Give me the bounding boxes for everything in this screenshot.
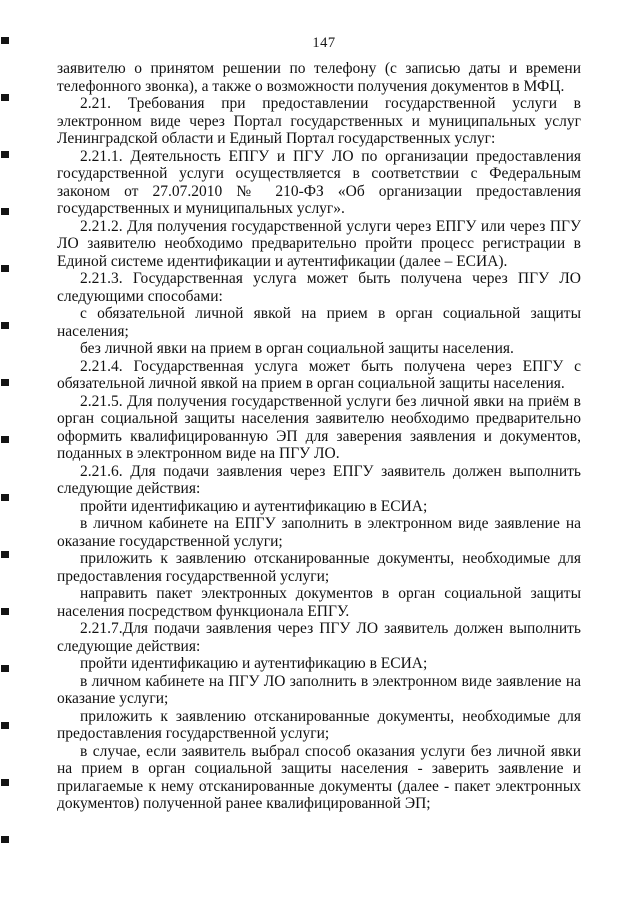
paragraph: 2.21.2. Для получения государственной услуги через ЕПГУ или через ПГУ ЛО заявителю необходимо предварительно пройти процесс регистрации в Единой системе идентификации и аутентификации (далее – ЕСИА). — [57, 217, 581, 270]
paragraph: 2.21. Требования при предоставлении государственной услуги в электронном виде через Портал государственных и муниципальных услуг Ленинградской области и Единый Портал государственных услуг: — [57, 95, 581, 147]
scan-mark — [1, 836, 9, 843]
paragraph: 2.21.3. Государственная услуга может быть получена через ПГУ ЛО следующими способами: — [57, 270, 581, 305]
scan-mark — [1, 494, 9, 501]
paragraph: пройти идентификацию и аутентификацию в ЕСИА; — [80, 655, 428, 672]
paragraph: направить пакет электронных документов в орган социальной защиты населения посредством функционала ЕПГУ. — [57, 585, 581, 620]
scan-mark — [1, 151, 9, 158]
page-number: 147 — [312, 35, 336, 51]
scan-mark — [1, 322, 9, 329]
paragraph: 2.21.6. Для подачи заявления через ЕПГУ заявитель должен выполнить следующие действия: — [57, 462, 581, 497]
paragraph: 2.21.1. Деятельность ЕПГУ и ПГУ ЛО по организации предоставления государственной услуги осуществляется в соответствии с Федеральным законом от 27.07.2010 № 210-ФЗ «Об организации предоставления государственных и муниципальных услуг». — [57, 147, 581, 217]
scan-mark — [1, 436, 9, 443]
scan-mark — [1, 722, 9, 729]
document-body — [57, 60, 581, 813]
paragraph: 2.21.4. Государственная услуга может быть получена через ЕПГУ с обязательной личной явкой на прием в орган социальной защиты населения. — [57, 357, 581, 392]
paragraph: в случае, если заявитель выбрал способ оказания услуги без личной явки на прием в орган социальной защиты населения - заверить заявление и прилагаемые к нему отсканированные документы (далее - пакет электронных документов) полученной ранее квалифицированной ЭП; — [57, 742, 581, 812]
scan-mark — [1, 608, 9, 615]
paragraph: приложить к заявлению отсканированные документы, необходимые для предоставления государственной услуги; — [57, 550, 581, 585]
scan-mark — [1, 779, 9, 786]
paragraph: пройти идентификацию и аутентификацию в ЕСИА; — [80, 497, 428, 515]
scan-mark — [1, 665, 9, 672]
scan-mark — [1, 94, 9, 101]
scan-mark — [1, 551, 9, 558]
paragraph: с обязательной личной явкой на прием в орган социальной защиты населения; — [57, 305, 581, 340]
paragraph: заявителю о принятом решении по телефону (с записью даты и времени телефонного звонка), а также о возможности получения документов в МФЦ. — [57, 60, 581, 95]
scan-mark — [1, 37, 9, 44]
paragraph: в личном кабинете на ЕПГУ заполнить в электронном виде заявление на оказание государственной услуги; — [57, 515, 581, 550]
paragraph: 2.21.5. Для получения государственной услуги без личной явки на приём в орган социальной защиты населения заявителю необходимо предварительно оформить квалифицированную ЭП для заверения заявления и документов, поданных в электронном виде на ПГУ ЛО. — [57, 392, 581, 462]
paragraph: приложить к заявлению отсканированные документы, необходимые для предоставления государственной услуги; — [57, 707, 581, 742]
scan-mark — [1, 208, 9, 215]
scan-mark — [1, 379, 9, 386]
paragraph: в личном кабинете на ПГУ ЛО заполнить в электронном виде заявление на оказание услуги; — [57, 672, 581, 707]
scan-mark — [1, 265, 9, 272]
paragraph: без личной явки на прием в орган социальной защиты населения. — [80, 340, 514, 357]
paragraph: 2.21.7.Для подачи заявления через ПГУ ЛО заявитель должен выполнить следующие действия: — [57, 620, 581, 655]
